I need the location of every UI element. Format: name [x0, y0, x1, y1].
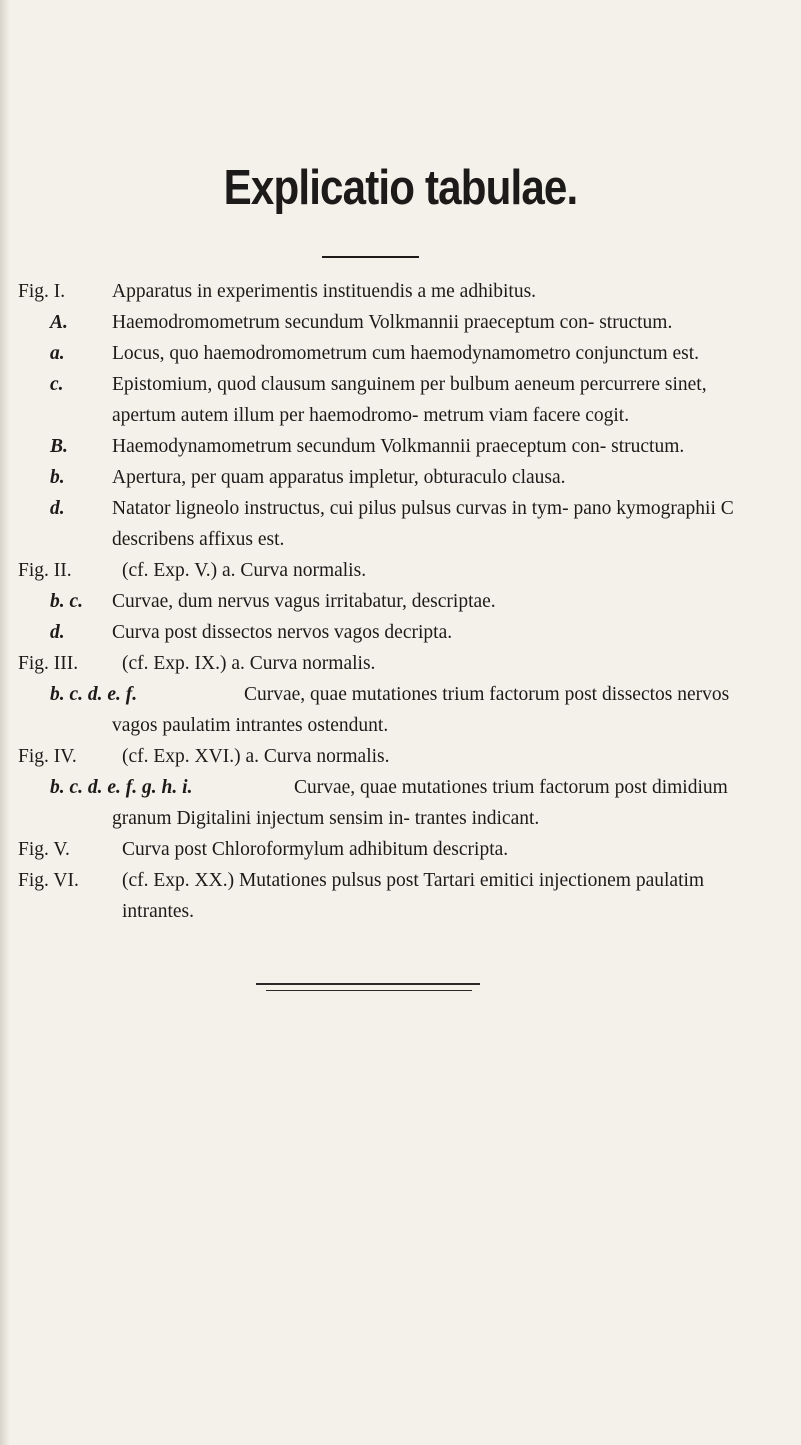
- entry-text: Locus, quo haemodromometrum cum haemodynamometro conjunctum est.: [112, 343, 700, 364]
- entry-a: [0, 338, 801, 369]
- entry-label: Fig. III.: [18, 653, 79, 674]
- entry-fig-4: [0, 741, 801, 772]
- entry-text: Haemodromometrum secundum Volkmannii praeceptum con- structum.: [112, 312, 673, 333]
- entry-text: Natator ligneolo instructus, cui pilus pulsus curvas in tym- pano kymographii C describens affixus est.: [112, 498, 734, 550]
- entry-text: Apertura, per quam apparatus impletur, obturaculo clausa.: [112, 467, 566, 488]
- title-rule: [322, 256, 419, 258]
- entry-text: Curvae, quae mutationes trium factorum post dimidium granum Digitalini injectum sensim in- trantes indicant.: [112, 777, 728, 829]
- entry-label: Fig. V.: [18, 839, 70, 860]
- page-title: Explicatio tabulae.: [223, 161, 578, 215]
- entry-text: Curvae, dum nervus vagus irritabatur, descriptae.: [112, 591, 496, 612]
- entry-label: b. c.: [50, 591, 84, 612]
- entry-label: A.: [50, 312, 68, 333]
- entry-fig-2-d: [0, 617, 801, 648]
- entry-text: Curva post dissectos nervos vagos decripta.: [112, 622, 453, 643]
- entry-text: (cf. Exp. XX.) Mutationes pulsus post Tartari emitici injectionem paulatim intrantes.: [122, 870, 705, 922]
- entry-fig-3: [0, 648, 801, 679]
- entry-c: [0, 369, 801, 431]
- entry-fig-3-bcdef: [0, 679, 801, 741]
- entry-b: [0, 462, 801, 493]
- entry-text: Apparatus in experimentis instituendis a me adhibitus.: [112, 281, 537, 302]
- entry-label: d.: [50, 498, 65, 519]
- entry-d: [0, 493, 801, 555]
- entry-text: Epistomium, quod clausum sanguinem per bulbum aeneum percurrere sinet, apertum autem illum per haemodromo- metrum viam facere cogit.: [112, 374, 707, 426]
- entry-text: Curva post Chloroformylum adhibitum descripta.: [122, 839, 509, 860]
- entry-label: a.: [50, 343, 65, 364]
- entry-label: B.: [50, 436, 68, 457]
- entry-fig-2: [0, 555, 801, 586]
- entries-list: [0, 276, 801, 927]
- entry-label: Fig. II.: [18, 560, 72, 581]
- entry-fig-6: [0, 865, 801, 927]
- entry-text: (cf. Exp. V.) a. Curva normalis.: [122, 560, 367, 581]
- entry-text: Curvae, quae mutationes trium factorum post dissectos nervos vagos paulatim intrantes ostendunt.: [112, 684, 730, 736]
- entry-B: [0, 431, 801, 462]
- entry-A: [0, 307, 801, 338]
- entry-label: Fig. VI.: [18, 870, 79, 891]
- entry-fig-4-bcdefghi: [0, 772, 801, 834]
- entry-label: Fig. IV.: [18, 746, 77, 767]
- entry-label: b. c. d. e. f. g. h. i.: [50, 777, 193, 798]
- entry-label: c.: [50, 374, 64, 395]
- entry-text: (cf. Exp. IX.) a. Curva normalis.: [122, 653, 376, 674]
- entry-label: d.: [50, 622, 65, 643]
- entry-label: Fig. I.: [18, 281, 66, 302]
- entry-text: (cf. Exp. XVI.) a. Curva normalis.: [122, 746, 390, 767]
- entry-label: b.: [50, 467, 65, 488]
- entry-label: b. c. d. e. f.: [50, 684, 138, 705]
- entry-fig-1: [0, 276, 801, 307]
- closing-rule: [256, 983, 480, 985]
- entry-fig-2-bc: [0, 586, 801, 617]
- entry-text: Haemodynamometrum secundum Volkmannii praeceptum con- structum.: [112, 436, 685, 457]
- entry-fig-5: [0, 834, 801, 865]
- closing-rule-thin: [266, 990, 472, 991]
